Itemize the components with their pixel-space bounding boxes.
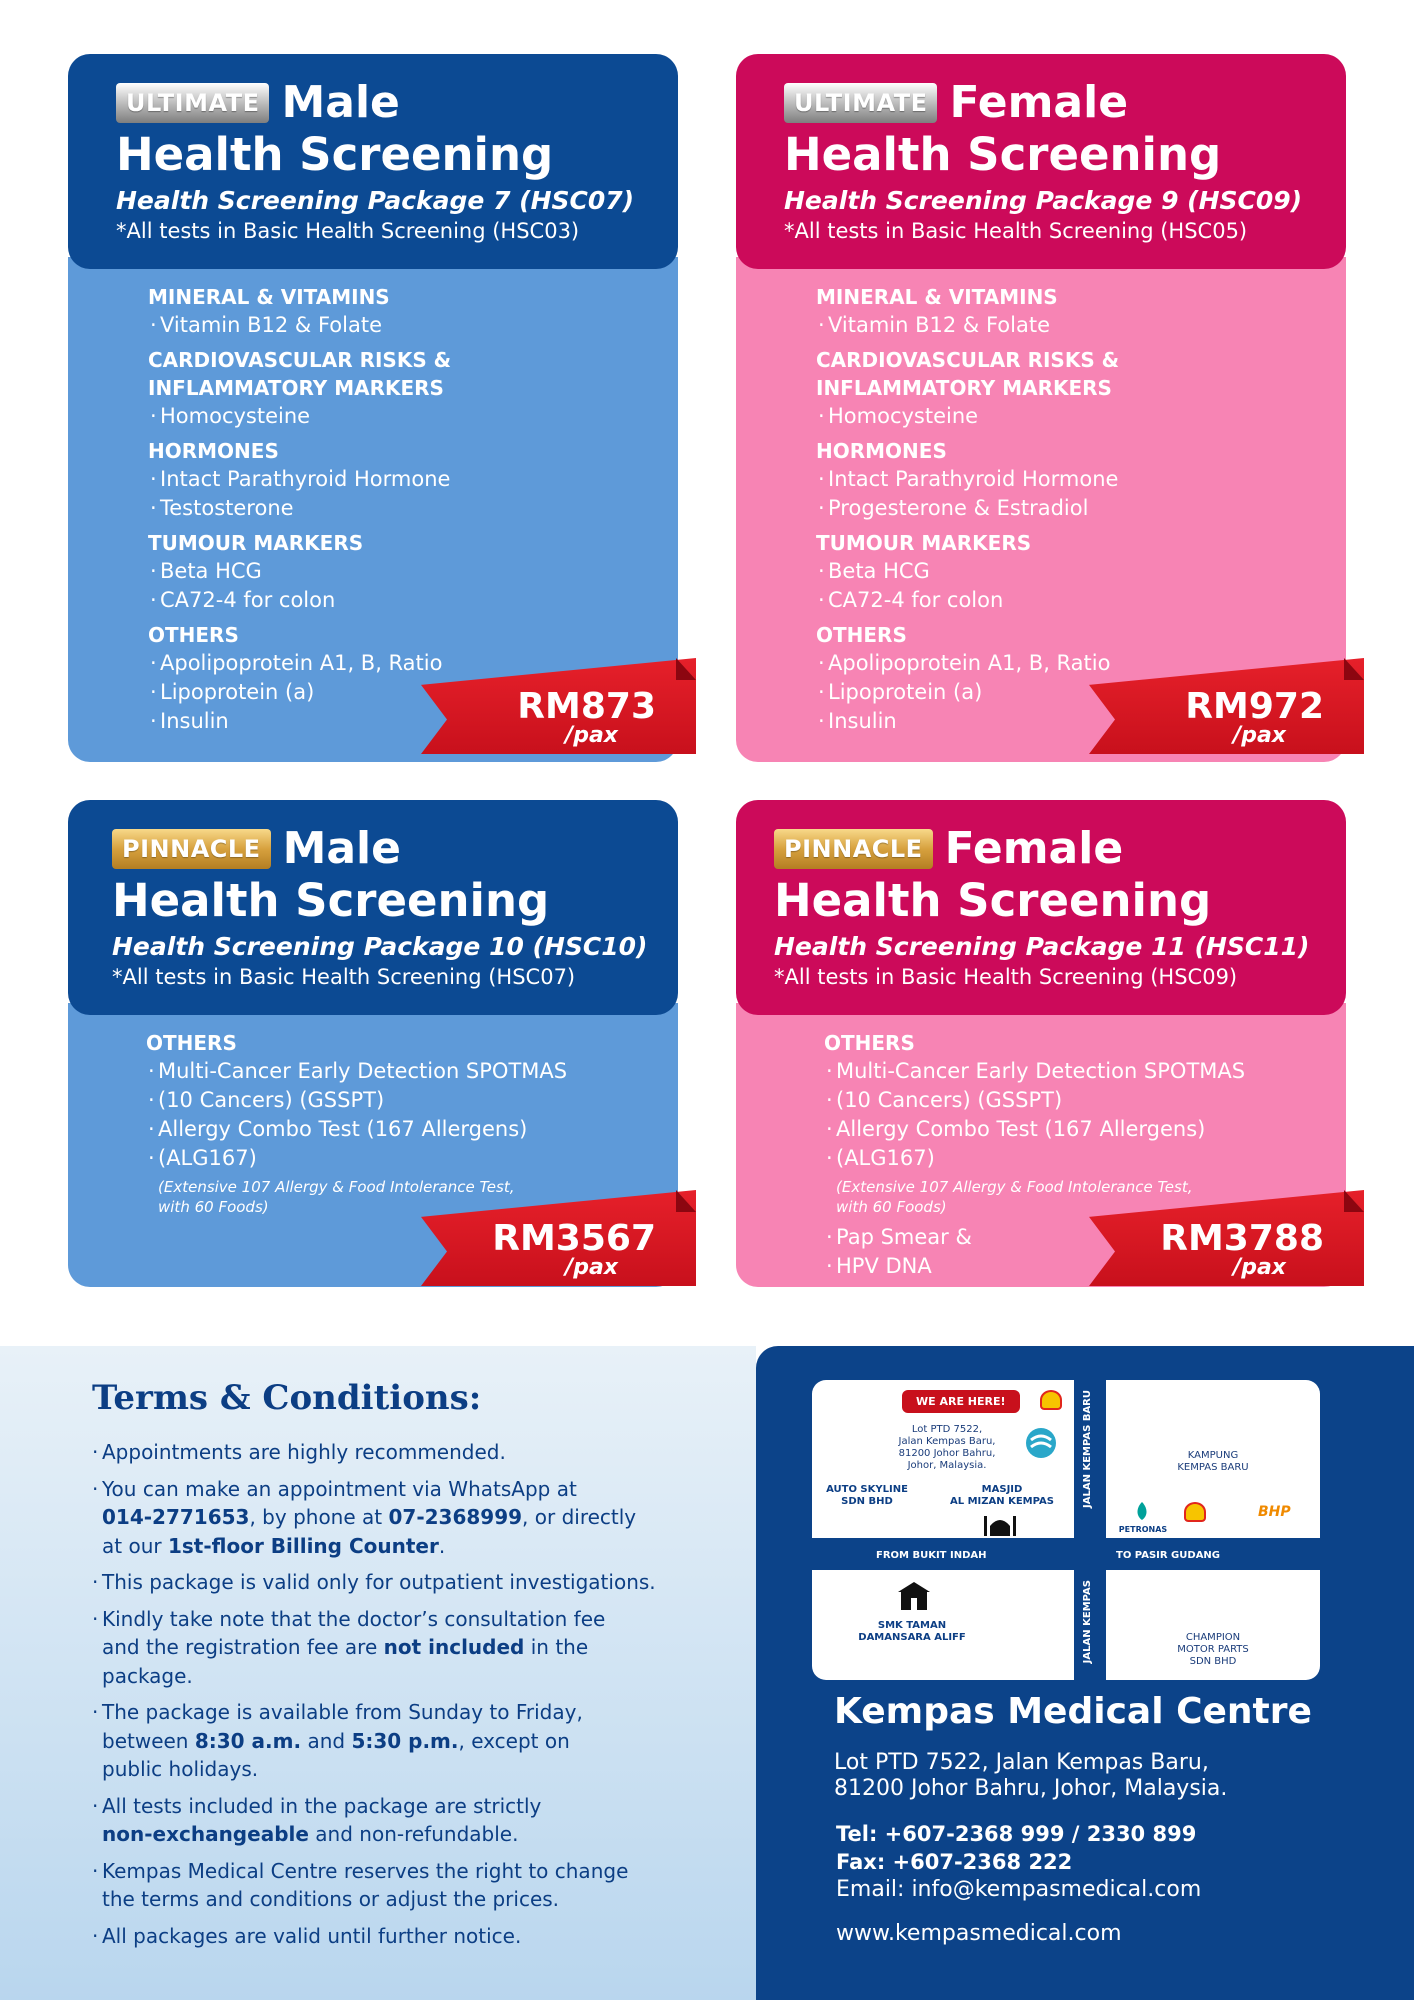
term-item: · All tests included in the package are strictly non-exchangeable and non-refundable. <box>92 1792 716 1849</box>
test-item: · Insulin <box>816 707 1346 736</box>
shell-icon <box>1040 1390 1062 1410</box>
term-item: · Kindly take note that the doctor’s consultation fee and the registration fee are not included in the package. <box>92 1605 716 1691</box>
test-item: · Progesterone & Estradiol <box>816 494 1346 523</box>
terms-title: Terms & Conditions: <box>92 1378 482 1418</box>
card-header <box>736 800 1346 1015</box>
location-map[interactable] <box>812 1380 1320 1680</box>
whatsapp-number[interactable]: 014-2771653 <box>102 1505 250 1529</box>
test-item: · Intact Parathyroid Hormone <box>816 465 1346 494</box>
term-item: · Kempas Medical Centre reserves the right to change the terms and conditions or adjust the prices. <box>92 1857 716 1914</box>
card-pinnacle-male <box>68 800 678 1287</box>
centre-name: Kempas Medical Centre <box>834 1691 1312 1732</box>
price-tag <box>421 1190 696 1286</box>
test-item: · Homocysteine <box>148 402 678 431</box>
package-name: Health Screening Package 11 (HSC11) <box>774 932 1310 961</box>
test-item: · Apolipoprotein A1, B, Ratio <box>816 649 1346 678</box>
we-are-here-label: WE ARE HERE! <box>902 1390 1020 1413</box>
section-title: OTHERS <box>824 1031 915 1055</box>
price-amount: RM3788 <box>1160 1218 1324 1259</box>
test-item: · Lipoprotein (a) <box>148 678 678 707</box>
card-header <box>736 54 1346 269</box>
petronas-icon <box>1132 1500 1152 1522</box>
test-item: · Allergy Combo Test (167 Allergens) <box>146 1115 678 1144</box>
card-title: Health Screening <box>774 874 1212 927</box>
card-header <box>68 54 678 269</box>
map-landmark: MASJID AL MIZAN KEMPAS <box>950 1484 1054 1507</box>
map-block <box>1106 1570 1320 1680</box>
telephone[interactable]: Tel: +607-2368 999 / 2330 899 <box>836 1822 1197 1846</box>
map-landmark: AUTO SKYLINE SDN BHD <box>826 1484 908 1507</box>
section-title: TUMOUR MARKERS <box>148 531 364 555</box>
card-ultimate-female <box>736 54 1346 762</box>
test-item: · Pap Smear & <box>824 1223 1346 1252</box>
package-name: Health Screening Package 7 (HSC07) <box>116 186 635 215</box>
test-item: · CA72-4 for colon <box>816 586 1346 615</box>
centre-address: Lot PTD 7522, Jalan Kempas Baru, 81200 Johor Bahru, Johor, Malaysia. <box>834 1750 1228 1801</box>
test-item: · Allergy Combo Test (167 Allergens) <box>824 1115 1346 1144</box>
road-label: TO PASIR GUDANG <box>1116 1550 1221 1561</box>
price-unit: /pax <box>1233 723 1286 748</box>
price-unit: /pax <box>565 1255 618 1280</box>
test-item: · Multi-Cancer Early Detection SPOTMAS <box>146 1057 678 1086</box>
basic-note: *All tests in Basic Health Screening (HSC05) <box>784 219 1248 243</box>
basic-note: *All tests in Basic Health Screening (HSC03) <box>116 219 580 243</box>
section-title: OTHERS <box>816 623 907 647</box>
price-unit: /pax <box>565 723 618 748</box>
term-item: · You can make an appointment via WhatsApp at 014-2771653, by phone at 07-2368999, or directly at our 1st-floor Billing Counter. <box>92 1475 716 1561</box>
road-label: FROM BUKIT INDAH <box>876 1550 987 1561</box>
gender-label: Female <box>944 823 1124 874</box>
section-title: MINERAL & VITAMINS <box>148 285 390 309</box>
price-amount: RM972 <box>1185 686 1324 727</box>
ultimate-badge: ULTIMATE <box>116 83 269 123</box>
test-item: · Beta HCG <box>816 557 1346 586</box>
pinnacle-badge: PINNACLE <box>112 829 271 869</box>
card-pinnacle-female <box>736 800 1346 1287</box>
test-item-cont: · (ALG167) <box>146 1144 678 1173</box>
road-label: JALAN KEMPAS BARU <box>1082 1390 1093 1508</box>
contact-section <box>756 1346 1414 2000</box>
school-icon <box>896 1580 932 1612</box>
ultimate-badge: ULTIMATE <box>784 83 937 123</box>
card-title: Health Screening <box>784 128 1222 181</box>
price-amount: RM873 <box>517 686 656 727</box>
terms-section <box>0 1346 756 2000</box>
email-link[interactable]: Email: info@kempasmedical.com <box>836 1877 1202 1902</box>
test-item: · Beta HCG <box>148 557 678 586</box>
road-label: JALAN KEMPAS <box>1082 1580 1093 1664</box>
section-title: MINERAL & VITAMINS <box>816 285 1058 309</box>
shell-icon <box>1184 1502 1206 1522</box>
test-item: · CA72-4 for colon <box>148 586 678 615</box>
test-item: · Insulin <box>148 707 678 736</box>
test-item: · Multi-Cancer Early Detection SPOTMAS <box>824 1057 1346 1086</box>
map-landmark: SMK TAMAN DAMANSARA ALIFF <box>858 1620 966 1643</box>
allergy-note: (Extensive 107 Allergy & Food Intolerance Test, <box>836 1178 1193 1196</box>
section-title: OTHERS <box>148 623 239 647</box>
price-tag <box>1089 1190 1364 1286</box>
gender-label: Male <box>282 823 401 874</box>
price-amount: RM3567 <box>492 1218 656 1259</box>
term-item: · All packages are valid until further notice. <box>92 1922 716 1951</box>
package-name: Health Screening Package 10 (HSC10) <box>112 932 648 961</box>
allergy-note: with 60 Foods) <box>158 1198 269 1216</box>
allergy-note: with 60 Foods) <box>836 1198 947 1216</box>
test-item: · Apolipoprotein A1, B, Ratio <box>148 649 678 678</box>
test-item: · Testosterone <box>148 494 678 523</box>
mosque-icon <box>982 1510 1018 1536</box>
term-item: · The package is available from Sunday to Friday, between 8:30 a.m. and 5:30 p.m., except on public holidays. <box>92 1698 716 1784</box>
section-title: CARDIOVASCULAR RISKS & <box>816 348 1120 372</box>
website-link[interactable]: www.kempasmedical.com <box>836 1921 1122 1946</box>
test-item: · Vitamin B12 & Folate <box>148 311 678 340</box>
petronas-label: PETRONAS <box>1118 1525 1168 1534</box>
card-header <box>68 800 678 1015</box>
basic-note: *All tests in Basic Health Screening (HSC09) <box>774 965 1238 989</box>
card-title: Health Screening <box>112 874 550 927</box>
test-item: · Vitamin B12 & Folate <box>816 311 1346 340</box>
package-name: Health Screening Package 9 (HSC09) <box>784 186 1303 215</box>
map-landmark: CHAMPION MOTOR PARTS SDN BHD <box>1177 1632 1249 1667</box>
gender-label: Male <box>281 77 400 128</box>
gender-label: Female <box>949 77 1129 128</box>
allergy-note: (Extensive 107 Allergy & Food Intolerance Test, <box>158 1178 515 1196</box>
section-title: CARDIOVASCULAR RISKS & <box>148 348 452 372</box>
term-item: · This package is valid only for outpatient investigations. <box>92 1568 716 1597</box>
section-title: HORMONES <box>816 439 947 463</box>
card-title: Health Screening <box>116 128 554 181</box>
test-item-cont: · (ALG167) <box>824 1144 1346 1173</box>
section-title: OTHERS <box>146 1031 237 1055</box>
map-block <box>1106 1380 1320 1538</box>
card-ultimate-male <box>68 54 678 762</box>
map-address: Lot PTD 7522, Jalan Kempas Baru, 81200 Johor Bahru, Johor, Malaysia. <box>898 1424 996 1471</box>
section-title: INFLAMMATORY MARKERS <box>816 376 1112 400</box>
map-landmark: KAMPUNG KEMPAS BARU <box>1177 1450 1249 1473</box>
test-item: · Homocysteine <box>816 402 1346 431</box>
pinnacle-badge: PINNACLE <box>774 829 933 869</box>
phone-number[interactable]: 07-2368999 <box>388 1505 523 1529</box>
price-tag <box>1089 658 1364 754</box>
test-item: · Intact Parathyroid Hormone <box>148 465 678 494</box>
price-tag <box>421 658 696 754</box>
test-item-cont: · (10 Cancers) (GSSPT) <box>146 1086 678 1115</box>
basic-note: *All tests in Basic Health Screening (HSC07) <box>112 965 576 989</box>
bhp-logo-icon: BHP <box>1258 1504 1291 1520</box>
section-title: INFLAMMATORY MARKERS <box>148 376 444 400</box>
hospital-logo-icon <box>1024 1426 1058 1460</box>
section-title: TUMOUR MARKERS <box>816 531 1032 555</box>
section-title: HORMONES <box>148 439 279 463</box>
fax: Fax: +607-2368 222 <box>836 1850 1073 1874</box>
test-item: · Lipoprotein (a) <box>816 678 1346 707</box>
test-item-cont: · HPV DNA <box>824 1252 1346 1281</box>
map-block <box>812 1380 1074 1538</box>
map-block <box>812 1570 1074 1680</box>
test-item-cont: · (10 Cancers) (GSSPT) <box>824 1086 1346 1115</box>
term-item: · Appointments are highly recommended. <box>92 1438 716 1467</box>
price-unit: /pax <box>1233 1255 1286 1280</box>
